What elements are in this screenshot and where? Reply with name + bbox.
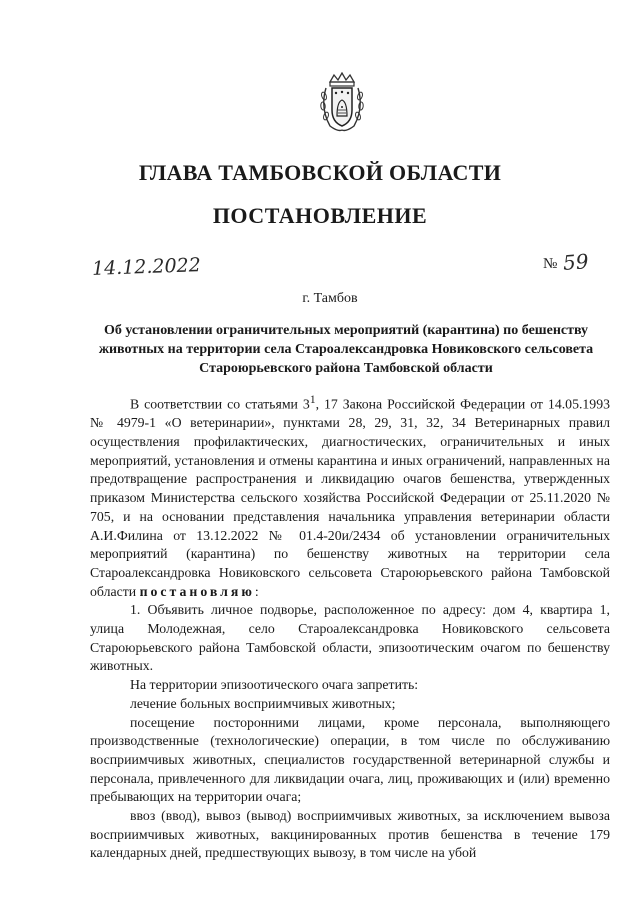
document-number-label: №	[543, 256, 558, 272]
document-number: 59	[562, 249, 590, 275]
place-of-issue: г. Тамбов	[302, 291, 358, 306]
paragraph-preamble: В соответствии со статьями $3^1$, 17 Закона Российской Федерации от 14.05.1993 № 4979-1 «О ветеринарии», пунктами 28, 29, 31, 32, 34 Ветеринарных правил осуществления профилактических, диагностических, ограничительных и иных мероприятий, установления и отмены карантина и иных ограничений, направленных на предотвращение распространения и ликвидацию очагов бешенства, утвержденных приказом Министерства сельского хозяйства Российской Федерации от 25.11.2020 № 705, и на основании представления начальника управления ветеринарии области А.И.Филина от 13.12.2022 № 01.4-20и/2434 об установлении ограничительных мероприятий (карантина) по бешенству животных на территории села Староалександровка Новиковского сельсовета Староюрьевского района Тамбовской области постановляю:	[90, 394, 611, 599]
superscript: 1	[309, 394, 316, 406]
paragraph-prohibit-treatment: лечение больных восприимчивых животных;	[130, 695, 396, 711]
paragraph-prohibit-intro: На территории эпизоотического очага запретить:	[130, 677, 419, 693]
resolution-keyword: постановляю	[139, 583, 255, 599]
paragraph-prohibit-transport: ввоз (ввод), вывоз (вывод) восприимчивых животных, за исключением вывоза восприимчивых животных, вакцинированных против бешенства в течение 179 календарных дней, предшествующих вывозу, в том числе на убой	[90, 808, 610, 861]
coat-of-arms-icon	[318, 72, 366, 134]
document-date: 14.12.2022	[91, 254, 202, 280]
document-type: ПОСТАНОВЛЕНИЕ	[212, 203, 428, 228]
paragraph-prohibit-visits: посещение посторонними лицами, кроме персонала, выполняющего производственные (технологические) операции, в том числе по обслуживанию восприимчивых животных, специалистов государственной ветеринарной службы и персонала, привлеченного для ликвидации очага, лиц, проживающих и (или) временно пребывающих на территории очага;	[90, 714, 610, 805]
paragraph-1: 1. Объявить личное подворье, расположенное по адресу: дом 4, квартира 1, улица Молодежная, село Староалександровка Новиковского сельсовета Староюрьевского района Тамбовской области, эпизоотическим очагом по бешенству животных.	[90, 602, 610, 674]
document-title: Об установлении ограничительных мероприятий (карантина) по бешенству животных на территории села Староалександровка Новиковского сельсовета Староюрьевского района Тамбовской области	[98, 323, 594, 376]
document-body	[90, 391, 610, 863]
issuing-authority: ГЛАВА ТАМБОВСКОЙ ОБЛАСТИ	[138, 160, 502, 185]
